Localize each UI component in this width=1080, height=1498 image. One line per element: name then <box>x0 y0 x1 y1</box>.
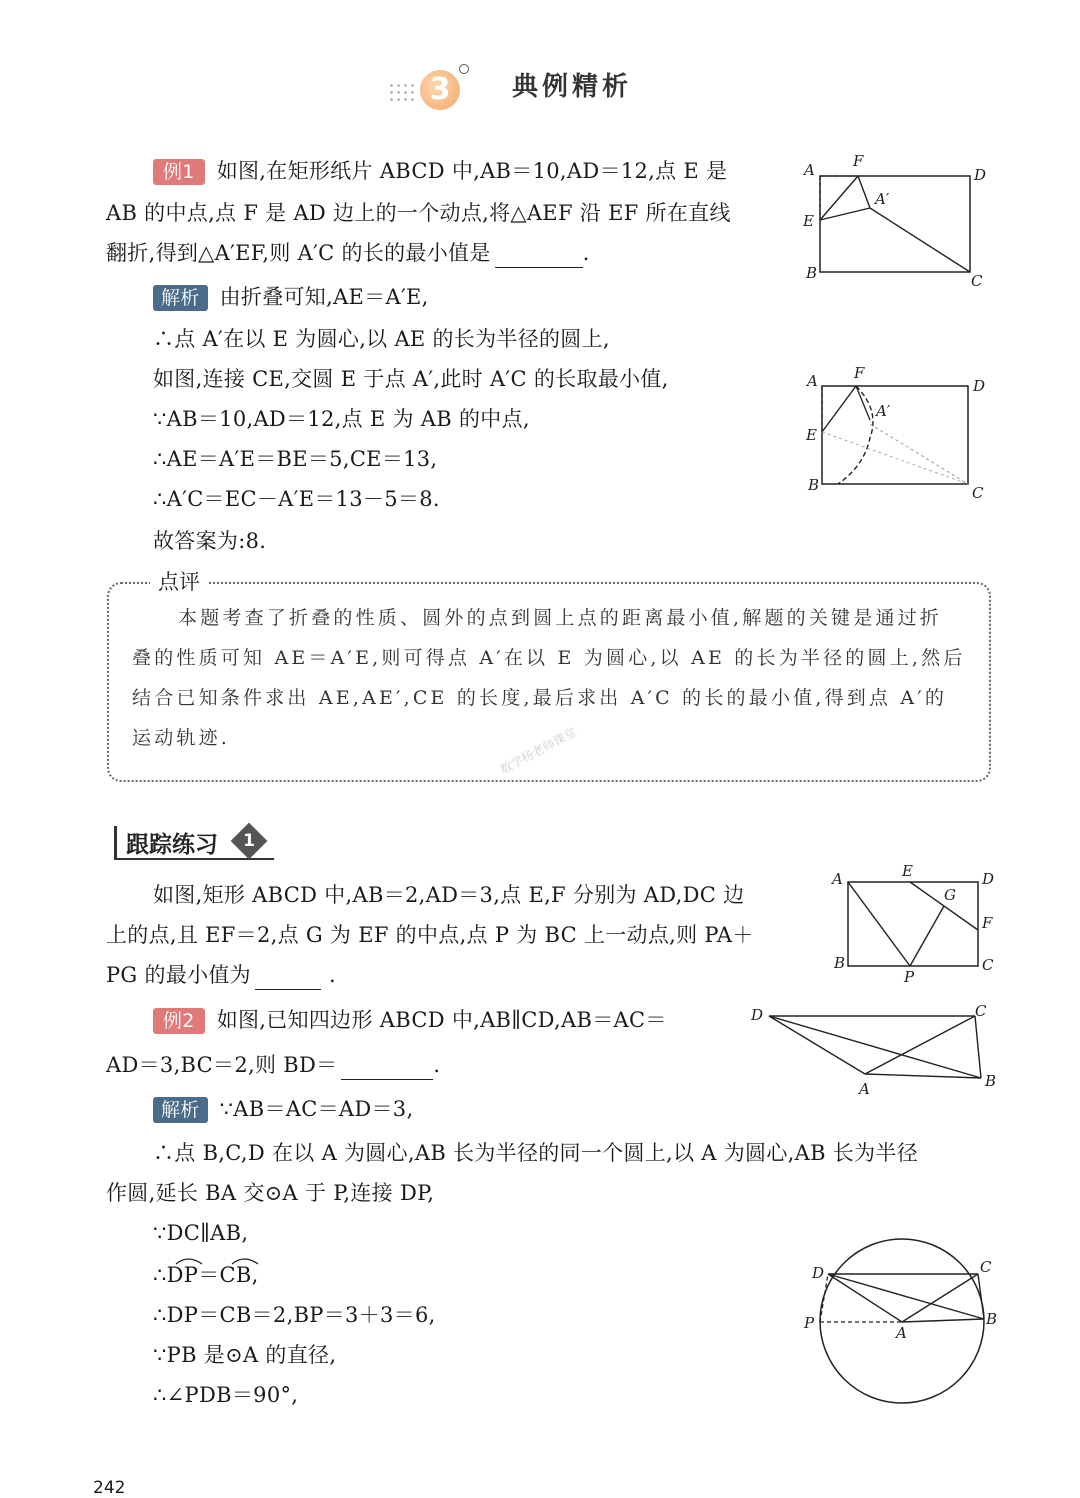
arc-mark-dp <box>176 1259 202 1264</box>
label-d: D <box>812 1264 825 1282</box>
segment-fa-prime <box>858 176 870 208</box>
segment-pg <box>910 906 944 966</box>
practice-line2: 上的点,且 EF＝2,点 G 为 EF 的中点,点 P 为 BC 上一动点,则 PA＋ <box>106 923 754 947</box>
solution2-line7: ∵PB 是⊙A 的直径, <box>153 1343 337 1367</box>
label-a-prime: A′ <box>875 190 890 208</box>
solution2-line1: 解析 ∵AB＝AC＝AD＝3, <box>153 1094 413 1124</box>
answer-blank[interactable] <box>495 245 583 268</box>
segment-ac <box>865 1016 975 1074</box>
label-c: C <box>975 1002 987 1020</box>
label-a: A <box>807 372 818 390</box>
figure-quadrilateral <box>745 998 1000 1098</box>
page-title: 典例精析 <box>512 72 633 102</box>
label-b: B <box>834 954 846 972</box>
example2-line1: 例2 如图,已知四边形 ABCD 中,AB∥CD,AB＝AC＝ <box>153 1005 667 1035</box>
solution2-line8: ∴∠PDB＝90°, <box>153 1383 299 1407</box>
label-f: F <box>853 152 864 170</box>
solution2-line6: ∴DP＝CB＝2,BP＝3＋3＝6, <box>153 1303 436 1327</box>
segment-db <box>828 1274 984 1319</box>
solution1-line6: ∴A′C＝EC－A′E＝13－5＝8. <box>153 487 440 511</box>
segment-ab <box>865 1074 981 1078</box>
label-b: B <box>806 264 818 282</box>
solution2-line2: ∴点 B,C,D 在以 A 为圆心,AB 长为半径的同一个圆上,以 A 为圆心,AB 长为半径 <box>153 1141 918 1165</box>
figure-rectangle-circle <box>798 362 998 502</box>
segment-ef <box>822 386 856 432</box>
watermark: 数学杨老师课堂 <box>497 725 579 777</box>
segment-da <box>769 1016 865 1074</box>
segment-a-prime-c <box>870 208 970 272</box>
arc-circle-e <box>838 386 873 484</box>
segment-cb <box>975 1016 981 1078</box>
answer-blank[interactable] <box>255 967 321 990</box>
label-c: C <box>980 1258 992 1276</box>
solution1-line2: ∴点 A′在以 E 为圆心,以 AE 的长为半径的圆上, <box>153 327 610 351</box>
solution1-tag: 解析 <box>153 285 208 311</box>
arc-mark-cb <box>232 1259 258 1264</box>
example1-line2: AB 的中点,点 F 是 AD 边上的一个动点,将△AEF 沿 EF 所在直线 <box>106 201 731 225</box>
label-f: F <box>982 914 993 932</box>
circle-a <box>820 1239 984 1403</box>
label-e: E <box>902 862 913 880</box>
label-e: E <box>803 212 814 230</box>
solution2-line4: ∵DC∥AB, <box>153 1221 249 1245</box>
segment-ef <box>820 176 858 220</box>
review-line2: 叠的性质可知 AE＝A′E,则可得点 A′在以 E 为圆心,以 AE 的长为半径的圆上,然后 <box>132 647 966 669</box>
label-a: A <box>896 1324 907 1342</box>
page-number: 242 <box>93 1478 126 1498</box>
label-c: C <box>971 272 983 290</box>
label-e: E <box>806 426 817 444</box>
practice-bar <box>114 826 117 858</box>
example2-tag: 例2 <box>153 1008 205 1034</box>
segment-pa <box>848 882 910 966</box>
example2-line2: AD＝3,BC＝2,则 BD＝ . <box>106 1050 440 1080</box>
solution1-line3: 如图,连接 CE,交圆 E 于点 A′,此时 A′C 的长取最小值, <box>153 367 669 391</box>
practice-title: 跟踪练习 <box>126 832 218 858</box>
label-b: B <box>986 1310 998 1328</box>
header-small-circle <box>459 64 469 74</box>
arc-marks <box>170 1252 270 1266</box>
label-g: G <box>944 886 956 904</box>
practice-number: 1 <box>243 831 255 851</box>
label-p: P <box>904 968 915 985</box>
solution2-line3: 作圆,延长 BA 交⊙A 于 P,连接 DP, <box>106 1181 435 1205</box>
segment-ea-prime <box>820 208 870 220</box>
answer-blank[interactable] <box>341 1057 433 1080</box>
label-a-prime: A′ <box>876 402 891 420</box>
review-line3: 结合已知条件求出 AE,AE′,CE 的长度,最后求出 A′C 的长的最小值,得到点 A′的 <box>132 687 948 709</box>
header-dots <box>388 82 414 104</box>
example1-tag: 例1 <box>153 159 205 185</box>
solution1-line5: ∴AE＝A′E＝BE＝5,CE＝13, <box>153 447 438 471</box>
review-title: 点评 <box>150 566 208 596</box>
solution2-line5: ∴DP＝CB, <box>153 1263 259 1287</box>
rectangle-abcd <box>848 882 978 966</box>
review-line4: 运动轨迹. <box>132 727 231 749</box>
segment-cb <box>978 1274 984 1319</box>
figure-practice-rectangle <box>826 860 1001 985</box>
label-d: D <box>974 166 987 184</box>
figure-circle <box>798 1218 1008 1413</box>
label-d: D <box>973 377 986 395</box>
label-d: D <box>982 870 995 888</box>
label-a: A <box>859 1080 870 1098</box>
solution2-tag: 解析 <box>153 1097 208 1123</box>
label-f: F <box>854 364 865 382</box>
segment-da <box>828 1274 902 1322</box>
label-c: C <box>982 956 994 974</box>
practice-line3: PG 的最小值为 . <box>106 960 336 990</box>
solution1-line7: 故答案为:8. <box>153 529 267 553</box>
figure-rectangle-fold <box>798 150 998 290</box>
segment-ec <box>822 432 968 484</box>
label-p: P <box>804 1314 815 1332</box>
rectangle-abcd <box>822 386 968 484</box>
segment-ab <box>902 1319 984 1322</box>
label-d: D <box>751 1006 764 1024</box>
label-a: A <box>804 161 815 179</box>
solution1-line4: ∵AB＝10,AD＝12,点 E 为 AB 的中点, <box>153 407 530 431</box>
solution1-line1: 解析 由折叠可知,AE＝A′E, <box>153 282 429 312</box>
label-b: B <box>808 476 820 494</box>
label-c: C <box>972 484 984 502</box>
label-a: A <box>832 870 843 888</box>
example1-line3: 翻折,得到△A′EF,则 A′C 的长的最小值是 . <box>106 238 590 268</box>
section-number-badge: 3 <box>420 70 460 110</box>
label-b: B <box>985 1072 997 1090</box>
example1-line1: 例1 如图,在矩形纸片 ABCD 中,AB＝10,AD＝12,点 E 是 <box>153 156 727 186</box>
practice-line1: 如图,矩形 ABCD 中,AB＝2,AD＝3,点 E,F 分别为 AD,DC 边 <box>153 883 745 907</box>
review-line1: 本题考查了折叠的性质、圆外的点到圆上点的距离最小值,解题的关键是通过折 <box>178 607 943 629</box>
